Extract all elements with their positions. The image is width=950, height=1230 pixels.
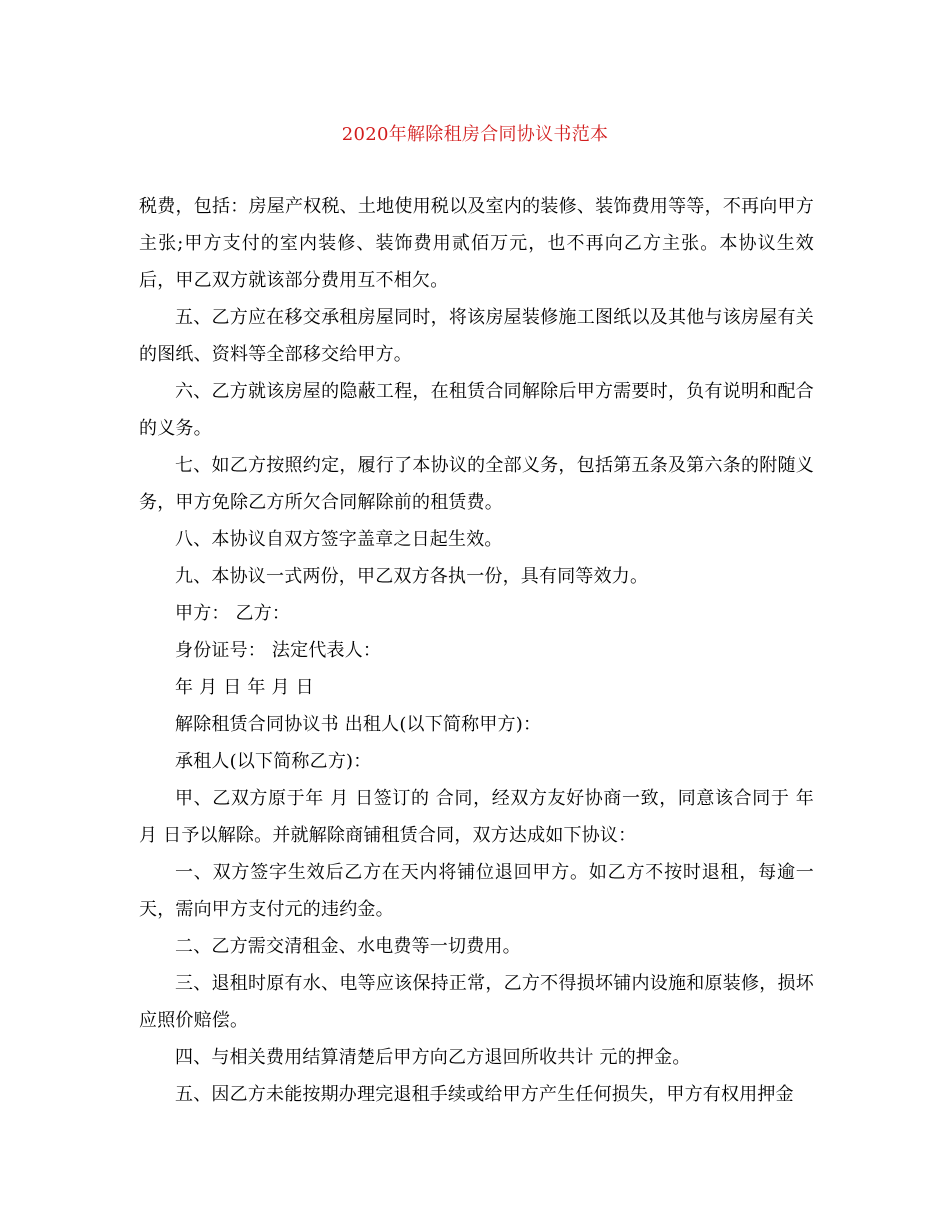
paragraph: 九、本协议一式两份，甲乙双方各执一份，具有同等效力。 [175, 566, 649, 587]
paragraph: 税费，包括：房屋产权税、土地使用税以及室内的装修、装饰费用等等，不再向甲方主张;甲方支付的室内装修、装饰费用贰佰万元，也不再向乙方主张。本协议生效后，甲乙双方就该部分费用互不相欠。 [139, 196, 814, 291]
document-title: 2020年解除租房合同协议书范本 [341, 124, 609, 145]
paragraph: 八、本协议自双方签字盖章之日起生效。 [175, 529, 503, 550]
paragraph: 三、退租时原有水、电等应该保持正常，乙方不得损坏铺内设施和原装修，损坏应照价赔偿。 [139, 973, 814, 1031]
paragraph: 六、乙方就该房屋的隐蔽工程，在租赁合同解除后甲方需要时，负有说明和配合的义务。 [139, 381, 814, 439]
agreement-heading-line: 解除租赁合同协议书 出租人(以下简称甲方)： [175, 714, 542, 735]
paragraph: 五、乙方应在移交承租房屋同时，将该房屋装修施工图纸以及其他与该房屋有关的图纸、资料等全部移交给甲方。 [139, 307, 814, 365]
date-line: 年 月 日 年 月 日 [175, 677, 314, 698]
id-representative-line: 身份证号： 法定代表人： [175, 640, 382, 661]
paragraph: 一、双方签字生效后乙方在天内将铺位退回甲方。如乙方不按时退租，每逾一天，需向甲方支付元的违约金。 [139, 862, 814, 920]
paragraph: 甲、乙双方原于年 月 日签订的 合同，经双方友好协商一致，同意该合同于 年 月 日予以解除。并就解除商铺租赁合同，双方达成如下协议： [139, 788, 814, 846]
paragraph: 七、如乙方按照约定，履行了本协议的全部义务，包括第五条及第六条的附随义务，甲方免除乙方所欠合同解除前的租赁费。 [139, 455, 814, 513]
tenant-line: 承租人(以下简称乙方)： [175, 751, 372, 772]
signature-parties-line: 甲方： 乙方： [175, 603, 291, 624]
paragraph: 二、乙方需交清租金、水电费等一切费用。 [175, 936, 521, 957]
document-body [139, 188, 814, 1113]
paragraph: 五、因乙方未能按期办理完退租手续或给甲方产生任何损失，甲方有权用押金 [175, 1084, 794, 1105]
paragraph: 四、与相关费用结算清楚后甲方向乙方退回所收共计 元的押金。 [175, 1047, 691, 1068]
